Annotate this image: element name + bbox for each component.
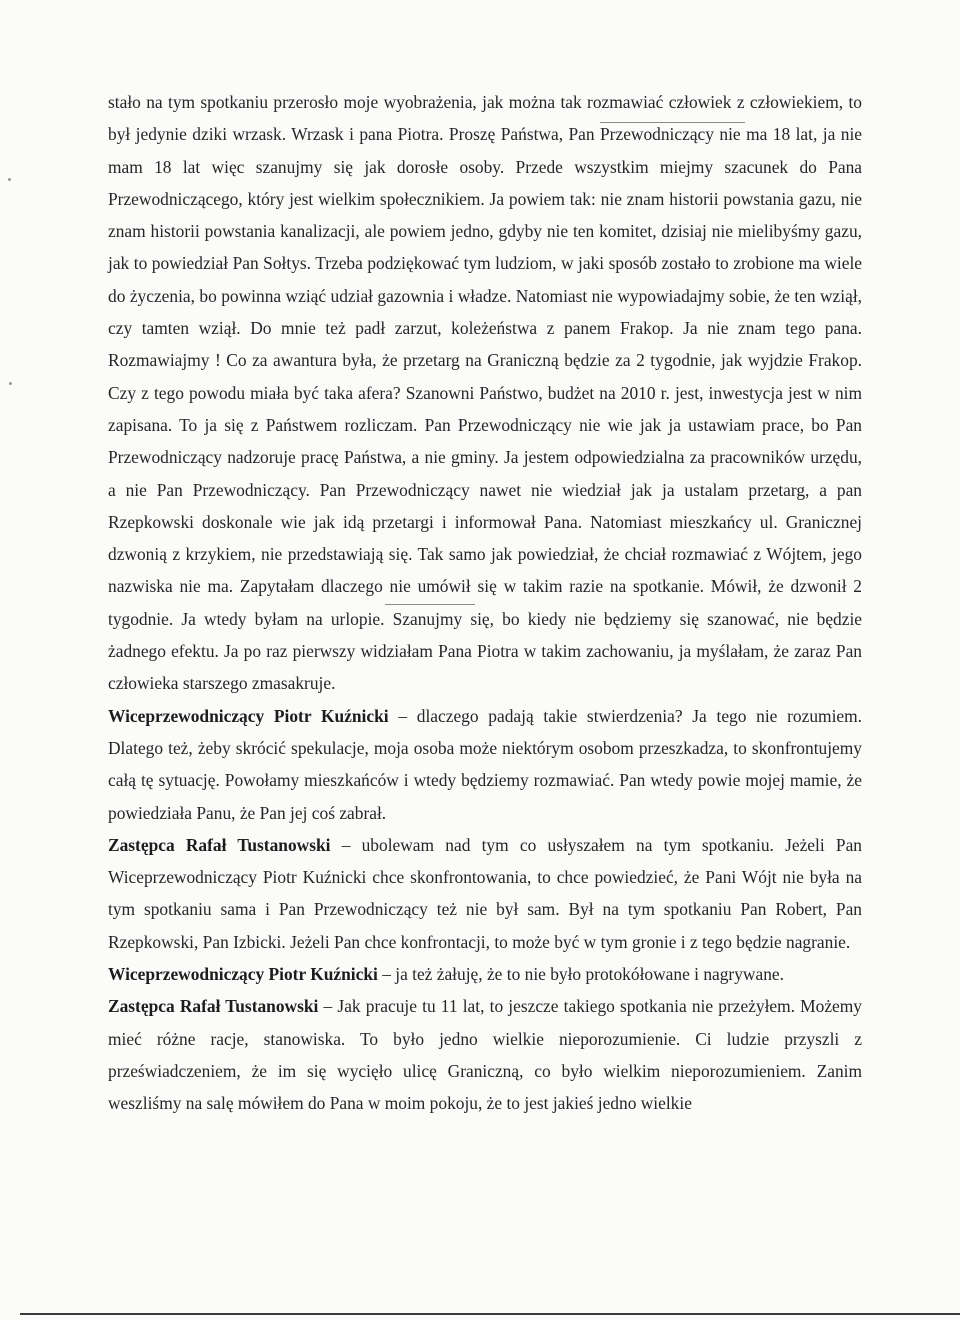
speaker-name: Wiceprzewodniczący Piotr Kuźnicki	[108, 964, 378, 985]
paragraph-5-text: – Jak pracuje tu 11 lat, to jeszcze takiego spotkania nie przeżyłem. Możemy mieć różne racje, stanowiska. To było jedno wielkie nieporozumienie. Ci ludzie przyszli z przeświadczeniem, że im się wycięło ulicę Graniczną, co było wielkim nieporozumieniem. Zanim weszliśmy na salę mówiłem do Pana w moim pokoju, że to jest jakieś jedno wielkie	[108, 996, 863, 1114]
paragraph-4-text: – ja też żałuję, że to nie było protokółowane i nagrywane.	[377, 964, 784, 985]
document-body	[108, 86, 862, 1120]
paragraph-2-text: – dlaczego padają takie stwierdzenia? Ja tego nie rozumiem. Dlatego też, żeby skrócić spekulacje, moja osoba może niektórym osobom przeszkadza, to skonfrontujemy całą tę sytuację. Powołamy mieszkańców i wtedy będziemy rozmawiać. Pan wtedy powie mojej mamie, że powiedziała Panu, że Pan jej coś zabrał.	[108, 705, 862, 823]
scan-speck	[9, 382, 12, 385]
paragraph-1	[108, 86, 862, 700]
redaction-mark	[385, 604, 475, 605]
scan-edge-line	[20, 1313, 960, 1315]
paragraph-3-text: – ubolewam nad tym co usłyszałem na tym spotkaniu. Jeżeli Pan Wiceprzewodniczący Piotr Kuźnicki chce skonfrontowania, to chce powiedzieć, że Pani Wójt nie była na tym spotkaniu sama i Pan Przewodniczący też nie był sam. Był na tym spotkaniu Pan Robert, Pan Rzepkowski, Pan Izbicki. Jeżeli Pan chce konfrontacji, to może być w tym gronie i z tego będzie nagranie.	[108, 834, 862, 952]
paragraph-3	[108, 829, 862, 958]
speaker-name: Zastępca Rafał Tustanowski	[108, 834, 331, 855]
speaker-name: Zastępca Rafał Tustanowski	[108, 996, 319, 1017]
speaker-name: Wiceprzewodniczący Piotr Kuźnicki	[108, 705, 389, 726]
paragraph-1-text: stało na tym spotkaniu przerosło moje wyobrażenia, jak można tak rozmawiać człowiek z człowiekiem, to był jedynie dziki wrzask. Wrzask i pana Piotra. Proszę Państwa, Pan Przewodniczący nie ma 18 lat, ja nie mam 18 lat więc szanujmy się jak dorosłe osoby. Przede wszystkim miejmy szacunek do Pana Przewodniczącego, który jest wielkim społecznikiem. Ja powiem tak: nie znam historii powstania gazu, nie znam historii powstania kanalizacji, ale powiem jedno, gdyby nie ten komitet, dzisiaj nie mielibyśmy gazu, jak to powiedział Pan Sołtys. Trzeba podziękować tym ludziom, w jaki sposób zostało to zrobione ma wiele do życzenia, bo powinna wziąć udział gazownia i władze. Natomiast nie wypowiadajmy sobie, że ten wziął, czy tamten wziął. Do mnie też padł zarzut, koleżeństwa z panem Frakop. Ja nie znam tego pana. Rozmawiajmy ! Co za awantura była, że przetarg na Graniczną będzie za 2 tygodnie, jak wyjdzie Frakop. Czy z tego powodu miała być taka afera? Szanowni Państwo, budżet na 2010 r. jest, inwestycja jest w nim zapisana. To ja się z Państwem rozliczam. Pan Przewodniczący nie wie jak ja ustawiam prace, bo Pan Przewodniczący nadzoruje pracę Państwa, a nie gminy. Ja jestem odpowiedzialna za pracowników urzędu, a nie Pan Przewodniczący. Pan Przewodniczący nawet nie wiedział jak ja ustalam przetarg, a pan Rzepkowski doskonale wie jak idą przetargi i informował Pana. Natomiast mieszkańcy ul. Granicznej dzwonią z krzykiem, nie przedstawiają się. Tak samo jak powiedział, że chciał rozmawiać z Wójtem, jego nazwiska nie ma. Zapytałam dlaczego nie umówił się w takim razie na spotkanie. Mówił, że dzwonił 2 tygodnie. Ja wtedy byłam na urlopie. Szanujmy się, bo kiedy nie będziemy się szanować, nie będzie żadnego efektu. Ja po raz pierwszy widziałam Pana Piotra w takim zachowaniu, ja myślałam, że zaraz Pan człowieka starszego zmasakruje.	[108, 92, 862, 694]
paragraph-2	[108, 700, 862, 829]
paragraph-4	[108, 958, 862, 990]
redaction-mark	[600, 122, 745, 123]
paragraph-5	[108, 990, 862, 1119]
scan-speck	[8, 178, 11, 181]
